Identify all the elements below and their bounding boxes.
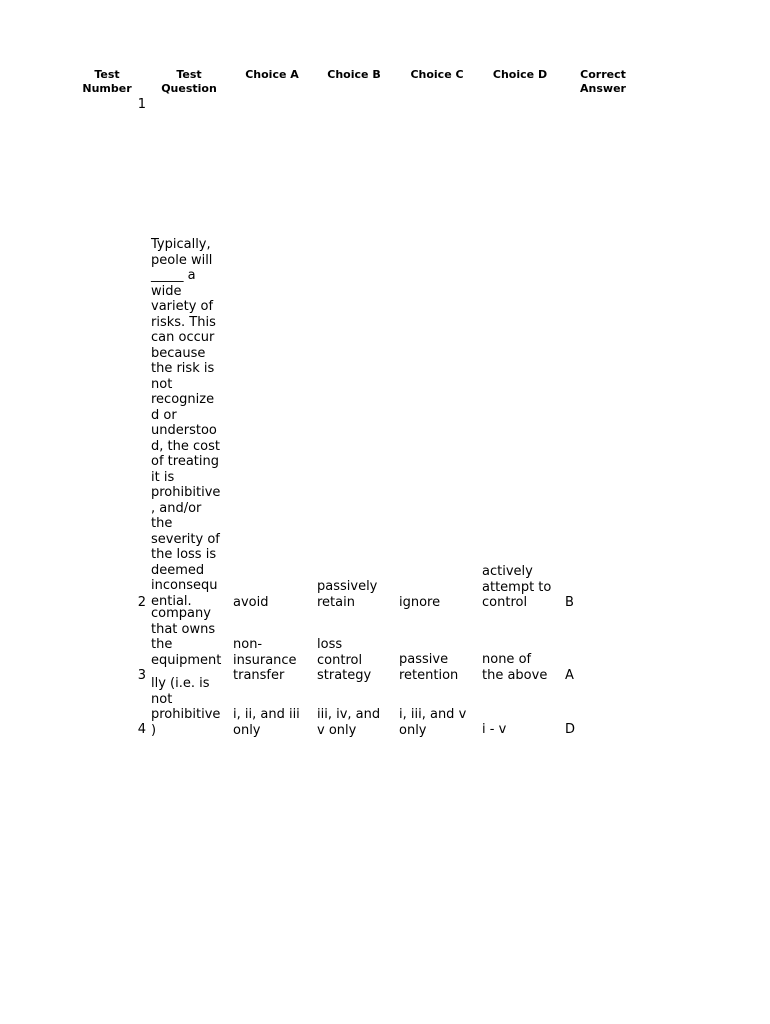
row-2-choice-b: passively retain [317,579,378,610]
header-correct-answer: Correct Answer [580,68,626,95]
row-4-question: lly (i.e. is not prohibitive ) [151,676,221,738]
row-2-choice-d: actively attempt to control [482,564,552,610]
header-choice-b: Choice B [327,68,381,81]
row-2-choice-a: avoid [233,595,269,610]
header-test-question: Test Question [161,68,217,95]
header-test-number: Test Number [82,68,132,95]
row-4-choice-d: i - v [482,722,507,737]
row-2-answer: B [565,595,574,610]
header-choice-d: Choice D [492,68,548,81]
row-4-answer: D [565,722,576,737]
row-4-choice-c: i, iii, and v only [399,707,467,738]
row-3-choice-b: loss control strategy [317,637,372,683]
header-choice-a: Choice A [245,68,299,81]
row-3-question: company that owns the equipment [151,606,222,668]
row-3-choice-a: non- insurance transfer [233,637,297,683]
row-3-choice-c: passive retention [399,652,459,683]
header-choice-c: Choice C [410,68,464,81]
row-3-answer: A [565,668,574,683]
row-2-choice-c: ignore [399,595,441,610]
row-2-question: Typically, peole will _____ a wide variety of risks. This can occur because the risk is not recognize d or understoo d, the cost of treating it is prohibitive , and/or the severity of the loss is deemed inconsequ ential. [151,237,221,609]
row-3-choice-d: none of the above [482,652,548,683]
row-4-choice-b: iii, iv, and v only [317,707,381,738]
row-3-number: 3 [137,668,146,683]
row-1-number: 1 [137,97,146,112]
row-4-choice-a: i, ii, and iii only [233,707,300,738]
row-2-number: 2 [137,595,146,610]
row-4-number: 4 [137,722,146,737]
